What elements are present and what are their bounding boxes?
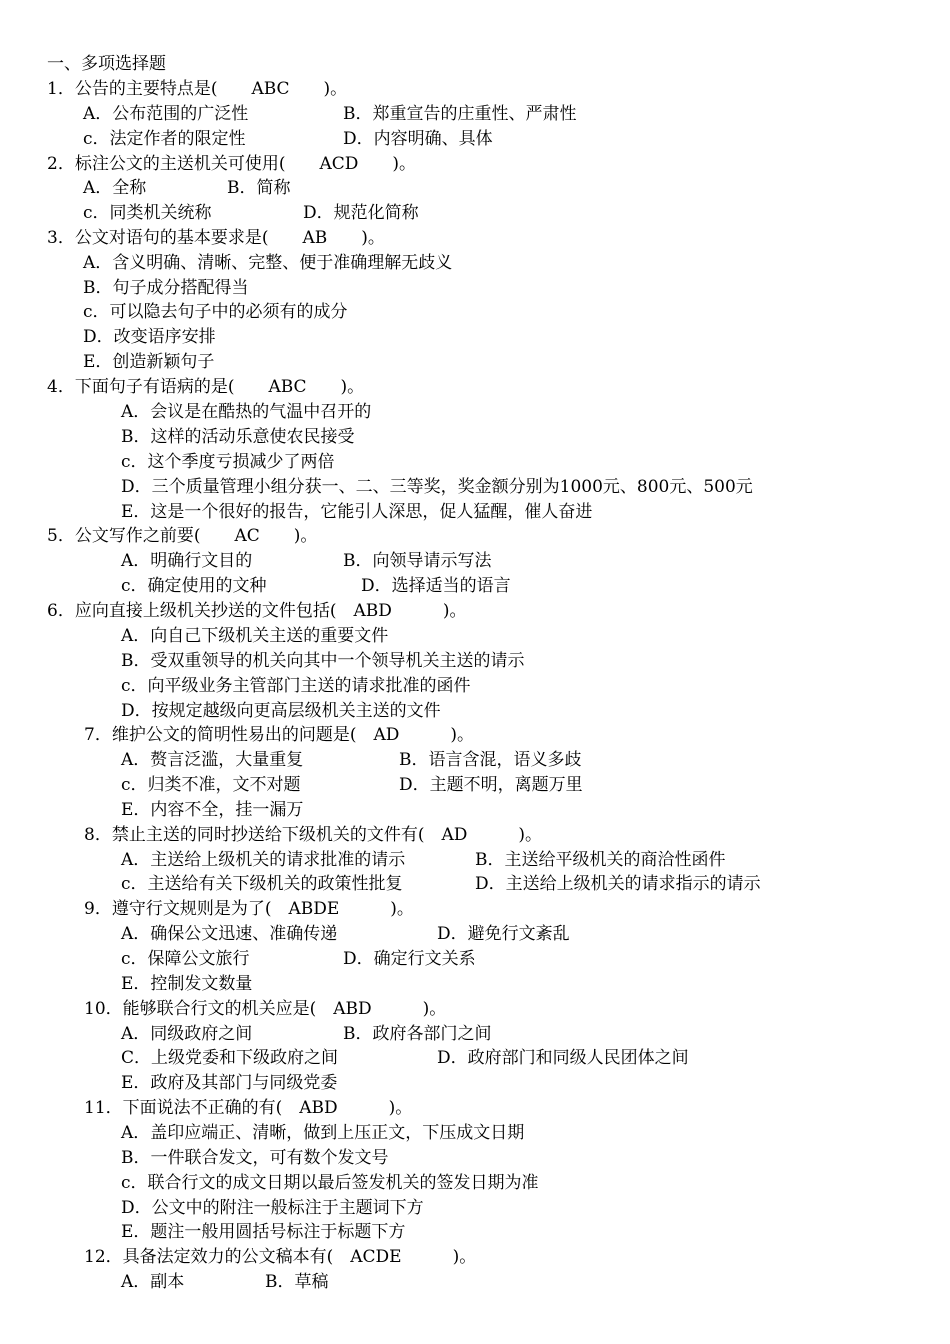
question-line: 10．能够联合行文的机关应是( ABD )。 [84, 999, 447, 1019]
question-line: E．这是一个很好的报告，它能引人深思，促人猛醒，催人奋进 [121, 502, 593, 522]
question-line: B．郑重宣告的庄重性、严肃性 [343, 104, 577, 124]
question-line: D．主送给上级机关的请求指示的请示 [475, 874, 761, 894]
question-line: A．全称 [83, 178, 147, 198]
question-line: B．语言含混，语义多歧 [399, 750, 582, 770]
question-line: A．明确行文目的 [121, 551, 253, 571]
question-line: A．主送给上级机关的请求批准的请示 [121, 850, 406, 870]
question-line: c．向平级业务主管部门主送的请求批准的函件 [121, 676, 471, 696]
question-line: 11．下面说法不正确的有( ABD )。 [84, 1098, 413, 1118]
question-line: c．主送给有关下级机关的政策性批复 [121, 874, 403, 894]
question-line: B．这样的活动乐意使农民接受 [121, 427, 355, 447]
question-line: D．三个质量管理小组分获一、二、三等奖，奖金额分别为1000元、800元、500元 [121, 477, 753, 497]
question-line: E．内容不全，挂一漏万 [121, 800, 304, 820]
question-line: A．向自己下级机关主送的重要文件 [121, 626, 389, 646]
question-line: 4．下面句子有语病的是( ABC )。 [47, 377, 365, 397]
question-line: D．规范化简称 [303, 203, 419, 223]
question-line: 8．禁止主送的同时抄送给下级机关的文件有( AD )。 [84, 825, 542, 845]
question-line: 1．公告的主要特点是( ABC )。 [47, 79, 348, 99]
question-line: A．确保公文迅速、准确传递 [121, 924, 338, 944]
question-line: D．主题不明，离题万里 [399, 775, 583, 795]
question-line: A．盖印应端正、清晰，做到上压正文，下压成文日期 [121, 1123, 525, 1143]
question-line: c．联合行文的成文日期以最后签发机关的签发日期为准 [121, 1173, 539, 1193]
question-line: D．公文中的附注一般标注于主题词下方 [121, 1198, 424, 1218]
question-line: A．公布范围的广泛性 [83, 104, 249, 124]
question-line: B．受双重领导的机关向其中一个领导机关主送的请示 [121, 651, 525, 671]
question-line: E．控制发文数量 [121, 974, 253, 994]
question-line: E．创造新颖句子 [83, 352, 215, 372]
question-line: c．确定使用的文种 [121, 576, 267, 596]
question-line: 9．遵守行文规则是为了( ABDE )。 [84, 899, 414, 919]
question-line: D．确定行文关系 [343, 949, 476, 969]
question-line: B．简称 [227, 178, 291, 198]
question-line: 12．具备法定效力的公文稿本有( ACDE )。 [84, 1247, 477, 1267]
question-line: D．改变语序安排 [83, 327, 216, 347]
question-line: E．政府及其部门与同级党委 [121, 1073, 338, 1093]
question-line: A．会议是在酷热的气温中召开的 [121, 402, 372, 422]
question-line: c．这个季度亏损减少了两倍 [121, 452, 335, 472]
question-line: B．向领导请示写法 [343, 551, 492, 571]
question-line: A．赘言泛滥，大量重复 [121, 750, 304, 770]
question-line: D．避免行文紊乱 [437, 924, 570, 944]
question-line: 2．标注公文的主送机关可使用( ACD )。 [47, 154, 416, 174]
question-line: D．选择适当的语言 [361, 576, 511, 596]
question-line: B．主送给平级机关的商洽性函件 [475, 850, 726, 870]
question-line: 5．公文写作之前要( AC )。 [47, 526, 318, 546]
question-line: c．保障公文旅行 [121, 949, 250, 969]
question-line: B．句子成分搭配得当 [83, 278, 249, 298]
question-line: B．草稿 [265, 1272, 329, 1292]
question-line: 3．公文对语句的基本要求是( AB )。 [47, 228, 385, 248]
question-line: D．按规定越级向更高层级机关主送的文件 [121, 701, 441, 721]
question-line: 6．应向直接上级机关抄送的文件包括( ABD )。 [47, 601, 467, 621]
question-line: A．含义明确、清晰、完整、便于准确理解无歧义 [83, 253, 453, 273]
question-line: c．可以隐去句子中的必须有的成分 [83, 302, 348, 322]
question-line: B．政府各部门之间 [343, 1024, 492, 1044]
question-line: c．同类机关统称 [83, 203, 212, 223]
question-line: E．题注一般用圆括号标注于标题下方 [121, 1222, 406, 1242]
question-line: c．归类不准，文不对题 [121, 775, 301, 795]
question-line: 7．维护公文的简明性易出的问题是( AD )。 [84, 725, 474, 745]
question-line: B．一件联合发文，可有数个发文号 [121, 1148, 389, 1168]
question-line: c．法定作者的限定性 [83, 129, 246, 149]
question-line: A．同级政府之间 [121, 1024, 253, 1044]
question-line: C．上级党委和下级政府之间 [121, 1048, 339, 1068]
question-line: A．副本 [121, 1272, 185, 1292]
question-line: D．内容明确、具体 [343, 129, 493, 149]
question-line: D．政府部门和同级人民团体之间 [437, 1048, 689, 1068]
section-title: 一、多项选择题 [47, 54, 166, 74]
